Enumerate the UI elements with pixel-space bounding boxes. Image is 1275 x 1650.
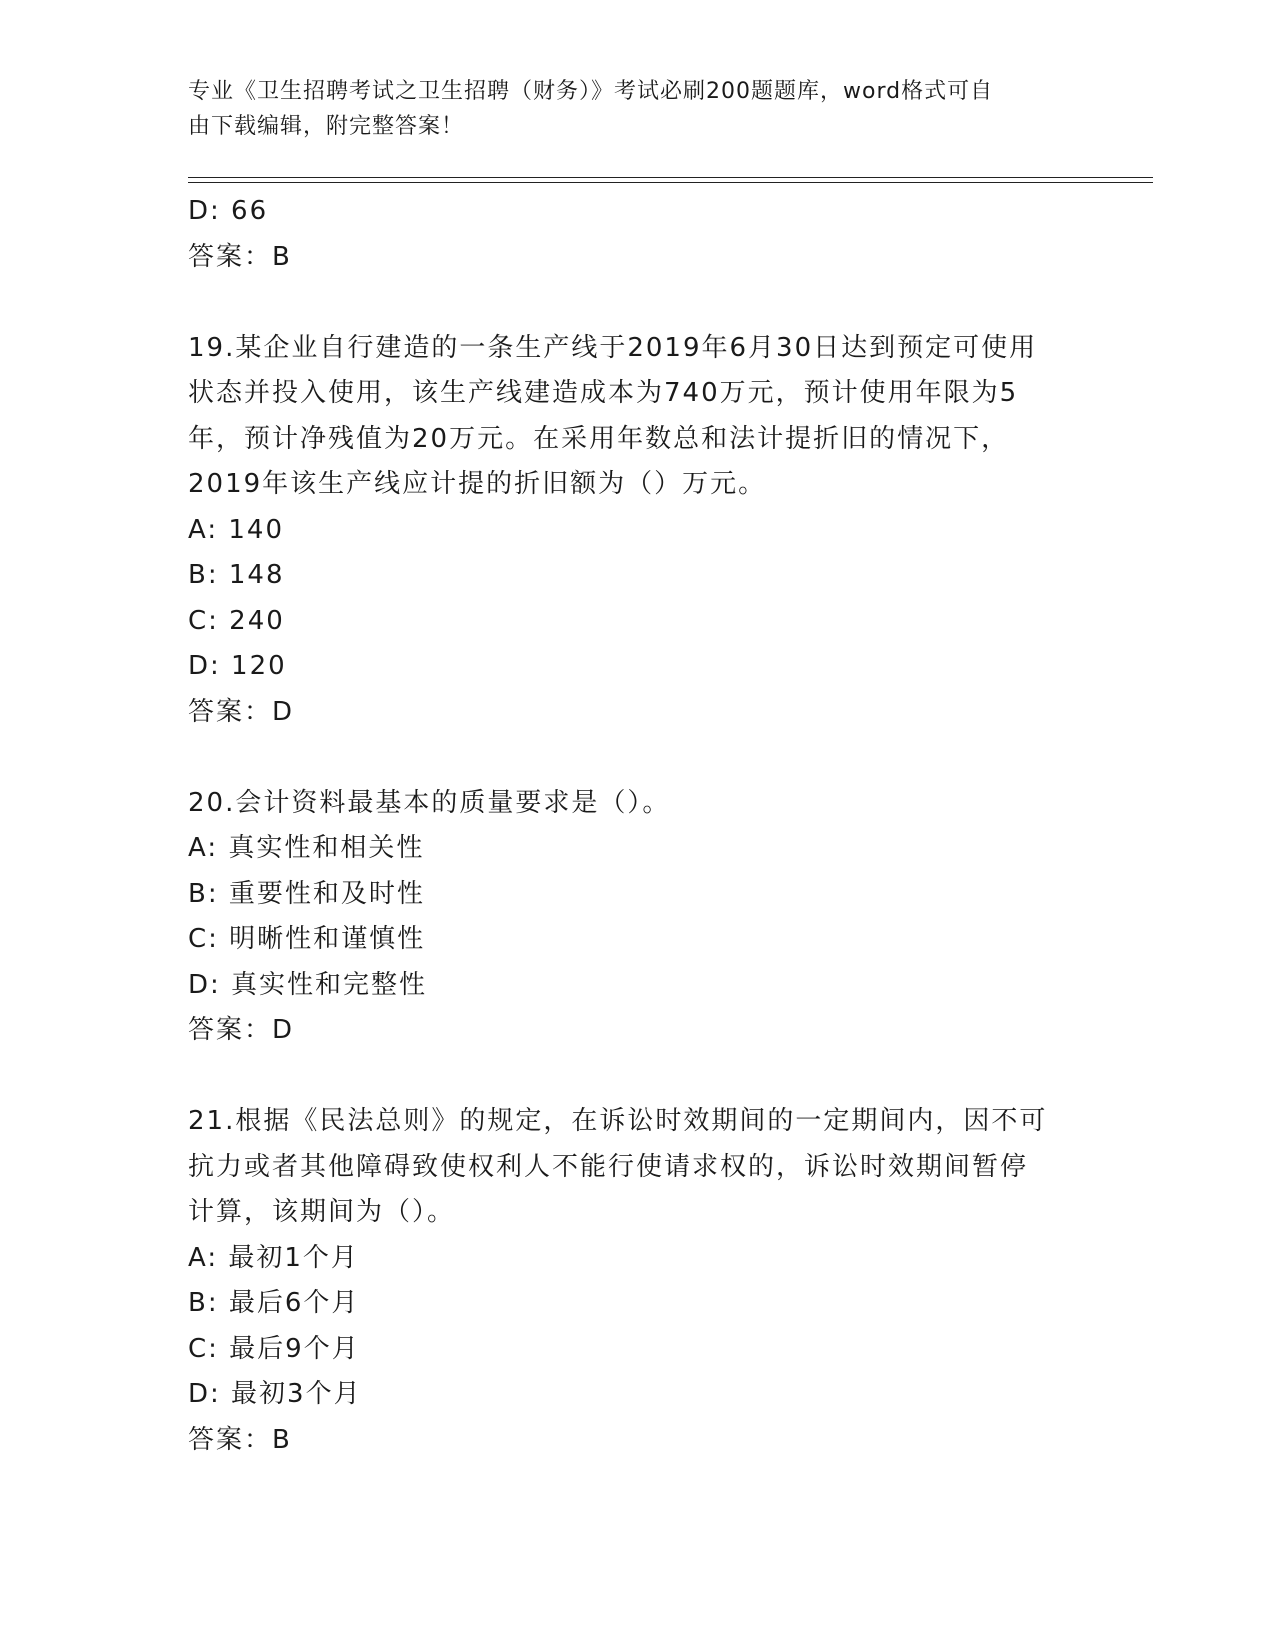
question-19-line-2: 状态并投入使用，该生产线建造成本为740万元，预计使用年限为5 <box>188 378 1019 408</box>
question-19 <box>188 326 1068 736</box>
option-d-prev: D: 66 <box>188 196 269 226</box>
question-21-option-a: A: 最初1个月 <box>188 1242 359 1273</box>
question-19-line-1: 19.某企业自行建造的一条生产线于2019年6月30日达到预定可使用 <box>188 332 1038 363</box>
answer-prev: 答案：B <box>188 241 292 272</box>
question-19-option-c: C: 240 <box>188 605 285 636</box>
question-21-answer: 答案：B <box>188 1424 292 1455</box>
question-20-answer: 答案：D <box>188 1015 295 1045</box>
question-21 <box>188 1099 1068 1463</box>
question-20 <box>188 781 1068 1054</box>
question-21-line-3: 计算，该期间为（）。 <box>188 1197 456 1227</box>
question-19-line-4: 2019年该生产线应计提的折旧额为（）万元。 <box>188 469 767 499</box>
question-19-option-a: A: 140 <box>188 514 284 545</box>
question-20-option-d: D: 真实性和完整性 <box>188 969 428 1000</box>
question-19-option-b: B: 148 <box>188 560 285 590</box>
document-body <box>188 189 1068 1463</box>
question-19-line-3: 年，预计净残值为20万元。在采用年数总和法计提折旧的情况下， <box>188 423 1010 454</box>
question-20-option-c: C: 明晰性和谨慎性 <box>188 924 426 954</box>
spacer <box>188 280 1068 326</box>
header-divider-top <box>188 177 1153 178</box>
question-21-line-2: 抗力或者其他障碍致使权利人不能行使请求权的，诉讼时效期间暂停 <box>188 1151 1029 1182</box>
header-line-2: 由下载编辑，附完整答案！ <box>188 114 465 139</box>
question-20-option-a: A: 真实性和相关性 <box>188 833 425 863</box>
question-21-option-c: C: 最后9个月 <box>188 1333 360 1364</box>
header-line-1: 专业《卫生招聘考试之卫生招聘（财务）》考试必刷200题题库，word格式可自 <box>188 79 994 104</box>
question-21-option-d: D: 最初3个月 <box>188 1379 362 1409</box>
spacer <box>188 735 1068 781</box>
document-header <box>188 74 1068 144</box>
header-divider-bottom <box>188 182 1153 183</box>
question-19-option-d: D: 120 <box>188 651 287 681</box>
question-21-line-1: 21.根据《民法总则》的规定，在诉讼时效期间的一定期间内，因不可 <box>188 1106 1048 1136</box>
question-19-answer: 答案：D <box>188 696 295 727</box>
spacer <box>188 1054 1068 1100</box>
question-21-option-b: B: 最后6个月 <box>188 1288 360 1318</box>
question-20-option-b: B: 重要性和及时性 <box>188 878 425 909</box>
question-20-line-1: 20.会计资料最基本的质量要求是（）。 <box>188 787 671 818</box>
